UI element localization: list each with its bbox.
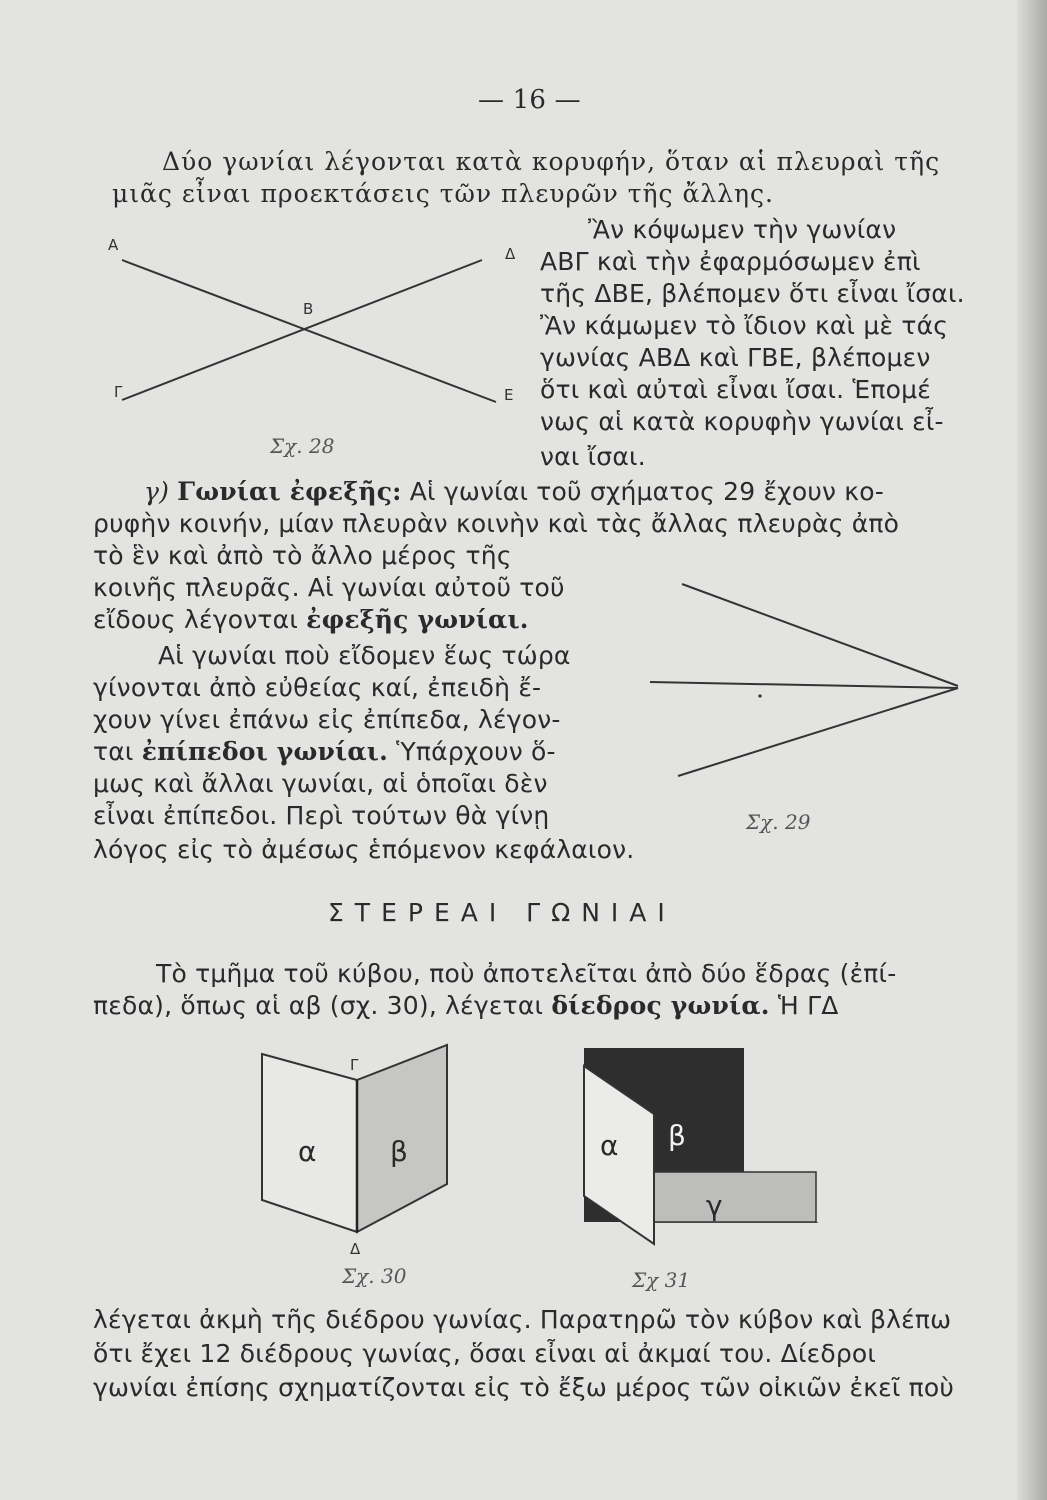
dihedral-line-2-post: Ἡ ΓΔ bbox=[777, 991, 839, 1020]
right-col-line-6: ὅτι καὶ αὐταὶ εἶναι ἴσαι. Ἑπομέ bbox=[540, 375, 931, 404]
section-g-line-12: λόγος εἰς τὸ ἀμέσως ἑπόμενον κεφάλαιον. bbox=[93, 835, 635, 864]
section-g-line-1 bbox=[144, 476, 884, 508]
section-g-line-5 bbox=[93, 604, 529, 636]
closing-line-1: λέγεται ἀκμὴ τῆς διέδρου γωνίας. Παρατηρῶ τὸν κύβον καὶ βλέπω bbox=[93, 1305, 952, 1334]
fig28-label-e: Ε bbox=[504, 386, 514, 404]
intro-line-2: μιᾶς εἶναι προεκτάσεις τῶν πλευρῶν τῆς ἄλλης. bbox=[112, 179, 774, 208]
fig28-label-g: Γ bbox=[114, 383, 123, 401]
dihedral-line-2-pre: πεδα), ὅπως αἱ αβ (σχ. 30), λέγεται bbox=[93, 991, 544, 1020]
fig29-upper-ray bbox=[682, 584, 958, 686]
intro-line-1: Δύο γωνίαι λέγονται κατὰ κορυφήν, ὅταν αἱ πλευραὶ τῆς bbox=[162, 147, 941, 176]
fig31-caption: Σχ 31 bbox=[632, 1268, 691, 1292]
fig31-label-a: α bbox=[600, 1129, 619, 1162]
right-col-line-3: τῆς ΔΒΕ, βλέπομεν ὅτι εἶναι ἴσαι. bbox=[540, 279, 965, 308]
section-g-line-11: εἶναι ἐπίπεδοι. Περὶ τούτων θὰ γίνῃ bbox=[93, 801, 550, 830]
section-g-line-9-post: Ὑπάρχουν ὅ- bbox=[396, 737, 556, 766]
fig28-line-AE bbox=[122, 260, 496, 402]
section-g-line-10: μως καὶ ἄλλαι γωνίαι, αἱ ὁποῖαι δὲν bbox=[93, 769, 548, 798]
fig31-label-b: β bbox=[668, 1119, 687, 1152]
section-g-line-1-rest: Αἱ γωνίαι τοῦ σχήματος 29 ἔχουν κο- bbox=[409, 477, 884, 506]
right-col-line-7: νως αἱ κατὰ κορυφὴν γωνίαι εἶ- bbox=[540, 407, 944, 436]
section-g-line-2: ρυφὴν κοινήν, μίαν πλευρὰν κοινὴν καὶ τὰς ἄλλας πλευρὰς ἀπὸ bbox=[93, 509, 900, 538]
fig28-caption: Σχ. 28 bbox=[270, 434, 335, 458]
section-g-line-9-pre: ται bbox=[93, 737, 134, 766]
right-col-line-4: Ἂν κάμωμεν τὸ ἴδιον καὶ μὲ τάς bbox=[540, 311, 949, 340]
fig29-middle-ray bbox=[650, 682, 958, 688]
dihedral-line-2 bbox=[93, 990, 839, 1022]
section-g-title: Γωνίαι ἐφεξῆς: bbox=[177, 477, 402, 506]
fig28-label-d: Δ bbox=[505, 245, 516, 263]
fig31-label-c: γ bbox=[706, 1189, 723, 1222]
fig29-lower-ray bbox=[678, 688, 958, 776]
section-g-line-5-pre: εἴδους λέγονται bbox=[93, 605, 299, 634]
section-g-line-6: Αἱ γωνίαι ποὺ εἴδομεν ἕως τώρα bbox=[158, 641, 571, 670]
section-g-line-7: γίνονται ἀπὸ εὐθείας καί, ἐπειδὴ ἔ- bbox=[93, 673, 542, 702]
section-g-term-adjacent: ἐφεξῆς γωνίαι. bbox=[306, 605, 529, 634]
section-g-prefix: γ) bbox=[144, 477, 170, 506]
dihedral-line-1: Τὸ τμῆμα τοῦ κύβου, ποὺ ἀποτελεῖται ἀπὸ δύο ἕδρας (ἐπί- bbox=[156, 959, 897, 988]
figure-30-dihedral-angle bbox=[250, 1040, 470, 1240]
section-g-line-8: χουν γίνει ἐπάνω εἰς ἐπίπεδα, λέγον- bbox=[93, 705, 561, 734]
dihedral-term: δίεδρος γωνία. bbox=[551, 991, 770, 1020]
fig30-label-b: β bbox=[390, 1135, 409, 1168]
right-col-line-5: γωνίας ΑΒΔ καὶ ΓΒΕ, βλέπομεν bbox=[540, 343, 931, 372]
fig31-floor-face bbox=[654, 1172, 816, 1222]
fig28-label-b: Β bbox=[303, 300, 314, 318]
right-col-line-8: ναι ἴσαι. bbox=[540, 442, 646, 471]
figure-28-crossing-lines bbox=[100, 230, 520, 420]
right-col-line-1: Ἂν κόψωμεν τὴν γωνίαν bbox=[588, 215, 897, 244]
section-heading-solid-angles: ΣΤΕΡΕΑΙ ΓΩΝΙΑΙ bbox=[328, 898, 676, 927]
closing-line-3: γωνίαι ἐπίσης σχηματίζονται εἰς τὸ ἔξω μέρος τῶν οἰκιῶν ἐκεῖ ποὺ bbox=[93, 1373, 955, 1402]
right-col-line-2: ΑΒΓ καὶ τὴν ἐφαρμόσωμεν ἐπὶ bbox=[540, 247, 921, 276]
fig30-caption: Σχ. 30 bbox=[342, 1264, 407, 1288]
fig29-dot bbox=[758, 694, 761, 697]
fig30-label-g: Γ bbox=[350, 1056, 359, 1074]
fig30-label-a: α bbox=[298, 1135, 317, 1168]
page-number: — 16 — bbox=[478, 85, 581, 115]
section-g-line-4: κοινῆς πλευρᾶς. Αἱ γωνίαι αὐτοῦ τοῦ bbox=[93, 573, 565, 602]
fig30-label-d: Δ bbox=[350, 1240, 361, 1258]
section-g-line-3: τὸ ἓν καὶ ἀπὸ τὸ ἄλλο μέρος τῆς bbox=[93, 541, 512, 570]
fig28-label-a: Α bbox=[108, 236, 119, 254]
closing-line-2: ὅτι ἔχει 12 διέδρους γωνίας, ὅσαι εἶναι αἱ ἀκμαί του. Δίεδροι bbox=[93, 1339, 877, 1368]
fig29-caption: Σχ. 29 bbox=[746, 810, 811, 834]
section-g-term-planar: ἐπίπεδοι γωνίαι. bbox=[141, 737, 388, 766]
section-g-line-9 bbox=[93, 736, 556, 768]
page-spine-shadow bbox=[1017, 0, 1047, 1500]
figure-29-adjacent-angles bbox=[640, 570, 980, 790]
